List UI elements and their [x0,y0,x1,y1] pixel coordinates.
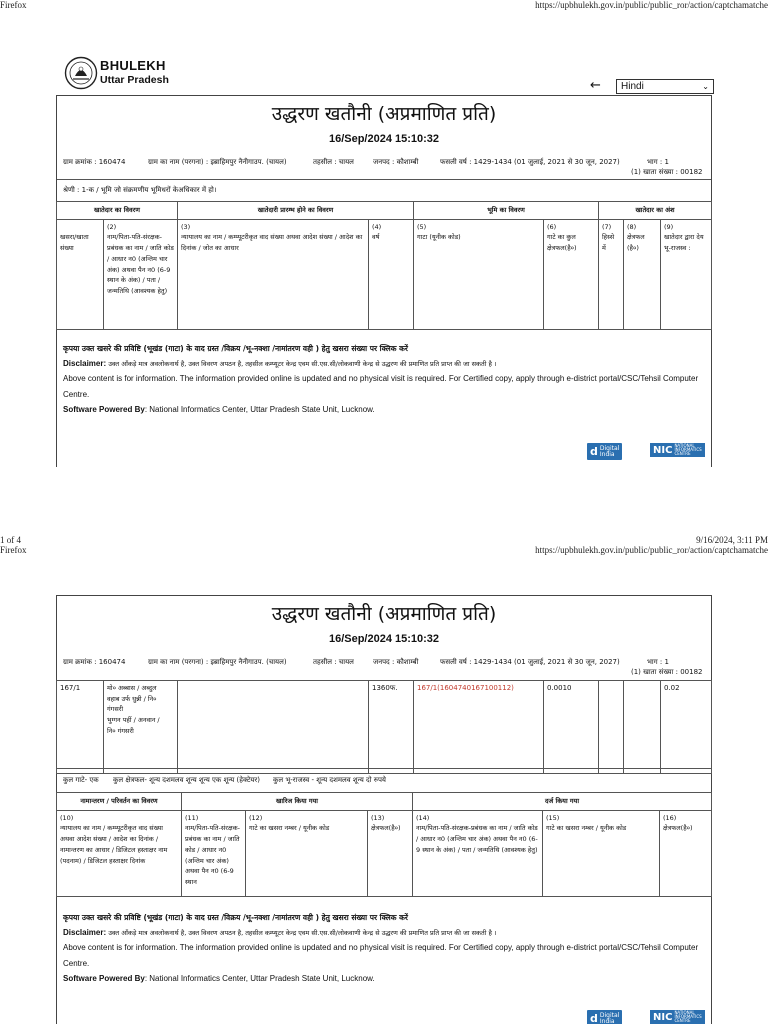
fasli-year: फसली वर्ष : 1429-1434 (01 जुलाई, 2021 से 30 जून, 2027) [440,158,620,166]
col-14: (14) नाम/पिता-पति-संरक्षक-प्रबंधक का नाम / जाति कोड / आधार न0 (अन्तिम चार अंक) अथवा पैन न0 (6-9 स्थान के अंक) / पता / जन्मतिथि (आवश्यक हेतु) [413,810,543,896]
powered-by-text: : National Informatics Center, Uttar Pradesh State Unit, Lucknow. [144,404,375,414]
brand-title: BHULEKH [100,58,166,73]
group-ownership-start: खातेदारी प्रारम्भ होने का विवरण [178,202,414,220]
language-select[interactable] [616,79,714,94]
total-revenue: कुल भू-राजस्व - शून्य दशमलव शून्य दो रुपये [273,776,386,784]
page-counter: 1 of 4 [0,535,21,545]
col-16: (16) क्षेत्रफल(है०) [660,810,712,896]
khata-number-2: (1) खाता संख्या : 00182 [631,668,703,676]
district: जनपद : कौशाम्बी [373,158,419,166]
disclaimer-label-2: Disclaimer: [63,928,107,938]
group-share: खातेदार का अंश [599,202,712,220]
col-share: (7) हिस्से में [599,219,624,329]
language-select-value: Hindi [621,81,644,92]
mutation-table [56,792,712,897]
col-10: (10) न्यायालय का नाम / कम्प्यूटरीकृत वाद संख्या अथवा आदेश संख्या / आदेश का दिनांक / नामान्तरण का आधार / डिजिटल हस्ताक्षर नाम (पदनाम) / डिजिटल हस्ताक्षर दिनांक [57,810,182,896]
up-emblem-icon [64,56,98,90]
record-gata-link[interactable]: 167/1(1604740167100112) [414,681,544,769]
part-number: भाग : 1 [647,158,669,166]
browser-name: Firefox [0,0,27,10]
brand-subtitle: Uttar Pradesh [100,74,169,86]
sheet-title-2: उद्धरण खतौनी (अप्रमाणित प्रति) [271,603,497,625]
nic-logo: NIC NATIONAL INFORMATICS CENTRE [650,443,705,457]
col-12: (12) गाटे का खसरा नम्बर / यूनीक कोड [246,810,368,896]
tehsil-2: तहसील : चायल [313,658,354,666]
powered-by-label-2: Software Powered By [63,973,145,983]
khatauni-sheet-2 [56,595,712,1024]
col-owner-name: (2) नाम/पिता-पति-संरक्षक-प्रबंधक का नाम / जाति कोड / आधार न0 (अन्तिम चार अंक) अथवा पैन न0 (6-9 स्थान के अंक) / पता / जन्मतिथि (आवश्यक हेतु) [104,219,178,329]
khata-number: (1) खाता संख्या : 00182 [631,168,703,176]
disclaimer-hindi: उक्त आँकड़े मात्र अवलोकनार्थ है, उक्त विवरण अपठन है, तहसील कम्प्यूटर केन्द्र एवम सी.एस.सी/लोकवाणी केन्द्र से उद्धरण की प्रमाणित प्रति प्राप्त की जा सकती है । [108,360,497,369]
record-owner: मो० अब्बास / अब्दुल वहाब उर्फ धुन्नी / नि० गंगसरी भुग्गन पहीं / अनवान / नि० गंगसरी [104,681,178,769]
village-name-2: ग्राम का नाम (परगना) : इब्राहिमपुर नैनीगाउप. (चायल) [148,658,287,666]
powered-by-text-2: : National Informatics Center, Uttar Pradesh State Unit, Lucknow. [144,973,375,983]
col-15: (15) गाटे का खसरा नम्बर / यूनीक कोड [543,810,660,896]
click-instruction: कृपया उक्त खसरे की प्रविष्टि (भूखंड (गाटा) के वाद ग्रस्त /विक्रय /भू-नक्शा /नामांतरण वही ) हेतु खसरा संख्या पर क्लिक करें [63,344,408,353]
record-year: 1360फ. [369,681,414,769]
col-court: (3) न्यायालय का नाम / कम्प्यूटरीकृत वाद संख्या अथवा आदेश संख्या / आदेश का दिनांक / जोत का आधार [178,219,369,329]
nic-logo-2: NIC NATIONAL INFORMATICS CENTRE [650,1010,705,1024]
chevron-down-icon: ⌄ [702,82,709,91]
sheet-footer [63,342,703,417]
category-label: श्रेणी : 1-क / भूमि जो संक्रमणीय भूमिधरों केअधिकार में हो। [63,186,217,194]
record-khasra: 167/1 [57,681,104,769]
col-11: (11) नाम/पिता-पति-संरक्षक-प्रबंधक का नाम / जाति कोड / आधार न0 (अन्तिम चार अंक) अथवा पैन न0 (6-9 स्थान [182,810,246,896]
col-year: (4) वर्ष [369,219,414,329]
digital-india-icon-2: d [590,1012,598,1024]
browser-name-2: Firefox [0,545,27,555]
digital-india-logo-2: d Digital India [587,1010,622,1024]
record-court [178,681,369,769]
col-area: (8) क्षेत्रफल (है०) [624,219,661,329]
part-number-2: भाग : 1 [647,658,669,666]
disclaimer-label: Disclaimer: [63,359,107,369]
record-share-area [624,681,661,769]
group-mutation: नामान्तरण / परिवर्तन का विवरण [57,793,182,811]
col-total-area: (6) गाटे का कुल क्षेत्रफल(है०) [544,219,599,329]
powered-by-label: Software Powered By [63,404,145,414]
record-area: 0.0010 [544,681,599,769]
back-arrow-icon[interactable]: ← [590,78,601,93]
group-entered: दर्ज किया गया [413,793,712,811]
total-gata: कुल गाटे- एक [63,776,99,784]
village-code: ग्राम क्रमांक : 160474 [63,158,126,166]
disclaimer-english: Above content is for information. The information provided online is updated and no physical visit is required. For Certified copy, apply through e-district portal/CSC/Tehsil Computer Centre. [63,374,699,399]
sheet-date-2: 16/Sep/2024 15:10:32 [328,633,440,645]
col-revenue: (9) खातेदार द्वारा देय भू-राजस्व : [661,219,712,329]
group-land: भूमि का विवरण [414,202,599,220]
sheet-date: 16/Sep/2024 15:10:32 [328,133,440,145]
print-datetime: 9/16/2024, 3:11 PM [696,535,768,545]
tehsil: तहसील : चायल [313,158,354,166]
disclaimer-english-2: Above content is for information. The information provided online is updated and no physical visit is required. For Certified copy, apply through e-district portal/CSC/Tehsil Computer Centre. [63,943,699,968]
bhulekh-logo [64,56,174,92]
col-khasra: खसरा/खाता संख्या [57,219,104,329]
disclaimer-hindi-2: उक्त आँकड़े मात्र अवलोकनार्थ है, उक्त विवरण अपठन है, तहसील कम्प्यूटर केन्द्र एवम सी.एस.सी/लोकवाणी केन्द्र से उद्धरण की प्रमाणित प्रति प्राप्त की जा सकती है । [108,929,497,938]
record-table [56,680,712,774]
group-owner: खातेदार का विवरण [57,202,178,220]
sheet-footer-2 [63,911,703,986]
digital-india-icon: d [590,445,598,458]
col-gata: (5) गाटा (यूनीक कोड) [414,219,544,329]
khatauni-sheet-1 [56,95,712,467]
page-url: https://upbhulekh.gov.in/public/public_ror/action/captchamatche [535,0,768,10]
record-revenue: 0.02 [661,681,712,769]
sheet-title: उद्धरण खतौनी (अप्रमाणित प्रति) [271,103,497,125]
village-code-2: ग्राम क्रमांक : 160474 [63,658,126,666]
total-area: कुल क्षेत्रफल- शून्य दशमलव शून्य शून्य एक शून्य (हेक्टेयर) [113,776,261,784]
page-url-2: https://upbhulekh.gov.in/public/public_ror/action/captchamatche [535,545,768,555]
record-share [599,681,624,769]
khatauni-table [56,201,712,330]
col-13: (13) क्षेत्रफल(है०) [368,810,413,896]
digital-india-logo: d Digital India [587,443,622,460]
village-name: ग्राम का नाम (परगना) : इब्राहिमपुर नैनीगाउप. (चायल) [148,158,287,166]
click-instruction-2: कृपया उक्त खसरे की प्रविष्टि (भूखंड (गाटा) के वाद ग्रस्त /विक्रय /भू-नक्शा /नामांतरण वही ) हेतु खसरा संख्या पर क्लिक करें [63,913,408,922]
group-removed: खारिज किया गया [182,793,413,811]
fasli-year-2: फसली वर्ष : 1429-1434 (01 जुलाई, 2021 से 30 जून, 2027) [440,658,620,666]
district-2: जनपद : कौशाम्बी [373,658,419,666]
